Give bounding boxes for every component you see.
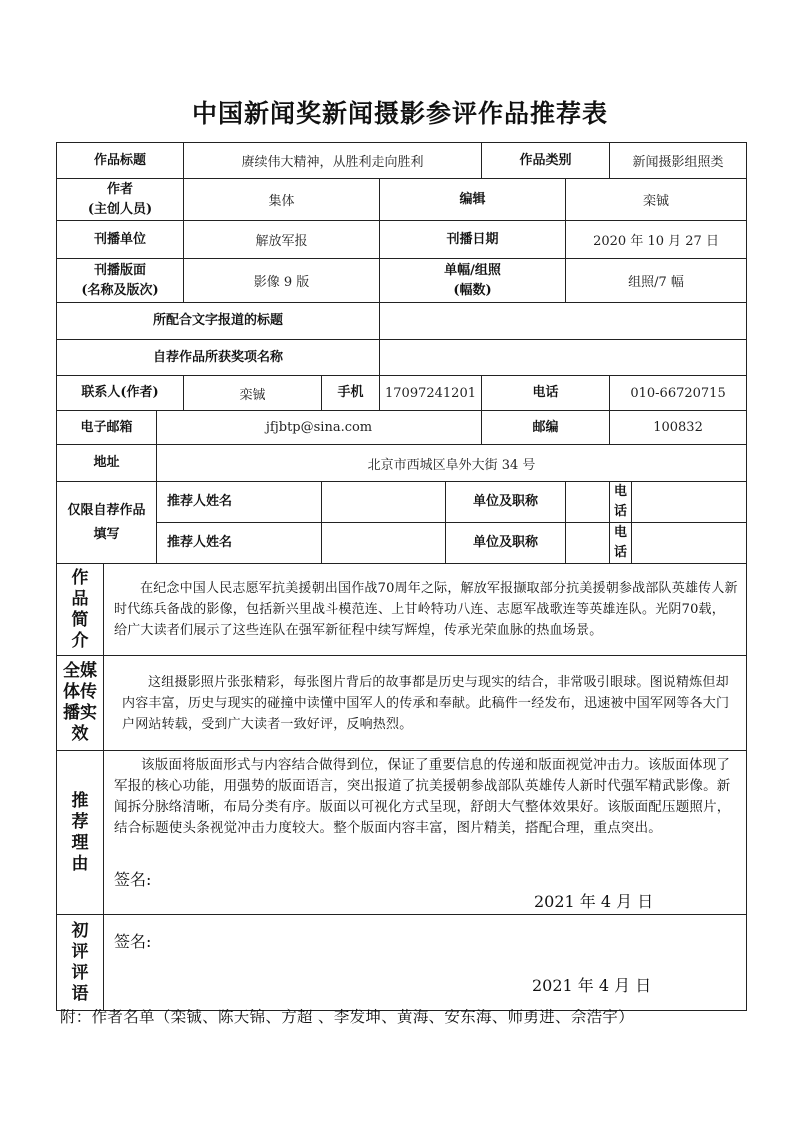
author-list-footnote: 附：作者名单（栾铖、陈天锦、方超 、李发坤、黄海、安东海、师勇进、佘浩宇）: [60, 1008, 635, 1026]
publisher-value: 解放军报: [184, 221, 380, 259]
contact-label: 联系人(作者): [57, 376, 184, 411]
unit-label-cell: [380, 259, 566, 303]
author-sublabel: (主创人员): [87, 201, 153, 217]
effect-label-cell: [57, 656, 104, 751]
related-title-value: [380, 303, 747, 340]
reason-label: 推荐理由: [71, 790, 89, 874]
address-label: 地址: [57, 445, 157, 482]
unit-value: 组照/7 幅: [566, 259, 747, 303]
reason-date: 2021 年 4 月 日: [534, 892, 654, 911]
email-value: jfjbtp@sina.com: [157, 411, 482, 445]
work-title-value: 赓续伟大精神，从胜利走向胜利: [184, 143, 482, 179]
review-signature-label: 签名:: [114, 932, 152, 951]
work-category-label: 作品类别: [482, 143, 610, 179]
reason-signature-label: 签名:: [114, 870, 152, 889]
editor-label: 编辑: [380, 179, 566, 221]
publisher-label: 刊播单位: [57, 221, 184, 259]
page-title: 中国新闻奖新闻摄影参评作品推荐表: [191, 99, 608, 128]
mobile-label: 手机: [322, 376, 380, 411]
reason-cell: [104, 751, 747, 915]
email-label: 电子邮箱: [57, 411, 157, 445]
recommender-2-name: [322, 523, 446, 564]
awards-label: 自荐作品所获奖项名称: [57, 340, 380, 376]
rec-phone-2-label: 电话: [610, 523, 632, 564]
recommender-2-label: 推荐人姓名: [157, 523, 322, 564]
reason-text: 该版面将版面形式与内容结合做得到位，保证了重要信息的传递和版面视觉冲击力。该版面体现了军报的核心功能，用强势的版面语言，突出报道了抗美援朝参战部队英雄传人新时代强军精武影像。新闻拆分脉络清晰，布局分类有序。版面以可视化方式呈现，舒朗大气整体效果好。该版面配压题照片，结合标题使头条视觉冲击力度较大。整个版面内容丰富，图片精美，搭配合理，重点突出。: [114, 757, 731, 836]
phone-label: 电话: [482, 376, 610, 411]
rec-phone-1-value: [632, 482, 747, 523]
review-date: 2021 年 4 月 日: [532, 976, 652, 995]
awards-value: [380, 340, 747, 376]
self-only-label: 仅限自荐作品填写: [67, 502, 146, 542]
page-value: 影像 9 版: [184, 259, 380, 303]
postcode-label: 邮编: [482, 411, 610, 445]
review-label-cell: [57, 915, 104, 1011]
work-category-value: 新闻摄影组照类: [610, 143, 747, 179]
author-label: 作者: [106, 181, 133, 197]
phone-value: 010-66720715: [610, 376, 747, 411]
rec-phone-2-value: [632, 523, 747, 564]
unit-label: 单幅/组照: [444, 262, 501, 278]
recommendation-form: [56, 142, 747, 1011]
publish-date-label: 刊播日期: [380, 221, 566, 259]
intro-label: 作品简介: [71, 567, 89, 651]
page-label-cell: [57, 259, 184, 303]
page-sublabel: (名称及版次): [81, 282, 159, 298]
review-label: 初评评语: [71, 920, 89, 1004]
unit-sublabel: (幅数): [453, 282, 492, 298]
unit-position-1-label: 单位及职称: [446, 482, 566, 523]
contact-value: 栾铖: [184, 376, 322, 411]
recommender-1-name: [322, 482, 446, 523]
rec-phone-1-label: 电话: [610, 482, 632, 523]
intro-label-cell: [57, 564, 104, 656]
publish-date-value: 2020 年 10 月 27 日: [566, 221, 747, 259]
author-value: 集体: [184, 179, 380, 221]
work-title-label: 作品标题: [57, 143, 184, 179]
author-label-cell: [57, 179, 184, 221]
unit-position-2-label: 单位及职称: [446, 523, 566, 564]
review-cell: [104, 915, 747, 1011]
editor-value: 栾铖: [566, 179, 747, 221]
effect-label: 全媒体传播实效: [63, 661, 97, 744]
unit-position-1-value: [566, 482, 610, 523]
mobile-value: 17097241201: [380, 376, 482, 411]
recommender-1-label: 推荐人姓名: [157, 482, 322, 523]
postcode-value: 100832: [610, 411, 747, 445]
page-label: 刊播版面: [93, 262, 146, 278]
related-title-label: 所配合文字报道的标题: [57, 303, 380, 340]
self-only-label-cell: [57, 482, 157, 564]
intro-text: 在纪念中国人民志愿军抗美援朝出国作战70周年之际，解放军报撷取部分抗美援朝参战部队英雄传人新时代练兵备战的影像，包括新兴里战斗模范连、上甘岭特功八连、志愿军战歌连等英雄连队。光阴70载，给广大读者们展示了这些连队在强军新征程中续写辉煌，传承光荣血脉的热血场景。: [104, 564, 747, 656]
effect-text: 这组摄影照片张张精彩，每张图片背后的故事都是历史与现实的结合，非常吸引眼球。图说精炼但却内容丰富，历史与现实的碰撞中读懂中国军人的传承和奉献。此稿件一经发布，迅速被中国军网等各大门户网站转载，受到广大读者一致好评，反响热烈。: [104, 656, 747, 751]
reason-label-cell: [57, 751, 104, 915]
unit-position-2-value: [566, 523, 610, 564]
address-value: 北京市西城区阜外大街 34 号: [157, 445, 747, 482]
